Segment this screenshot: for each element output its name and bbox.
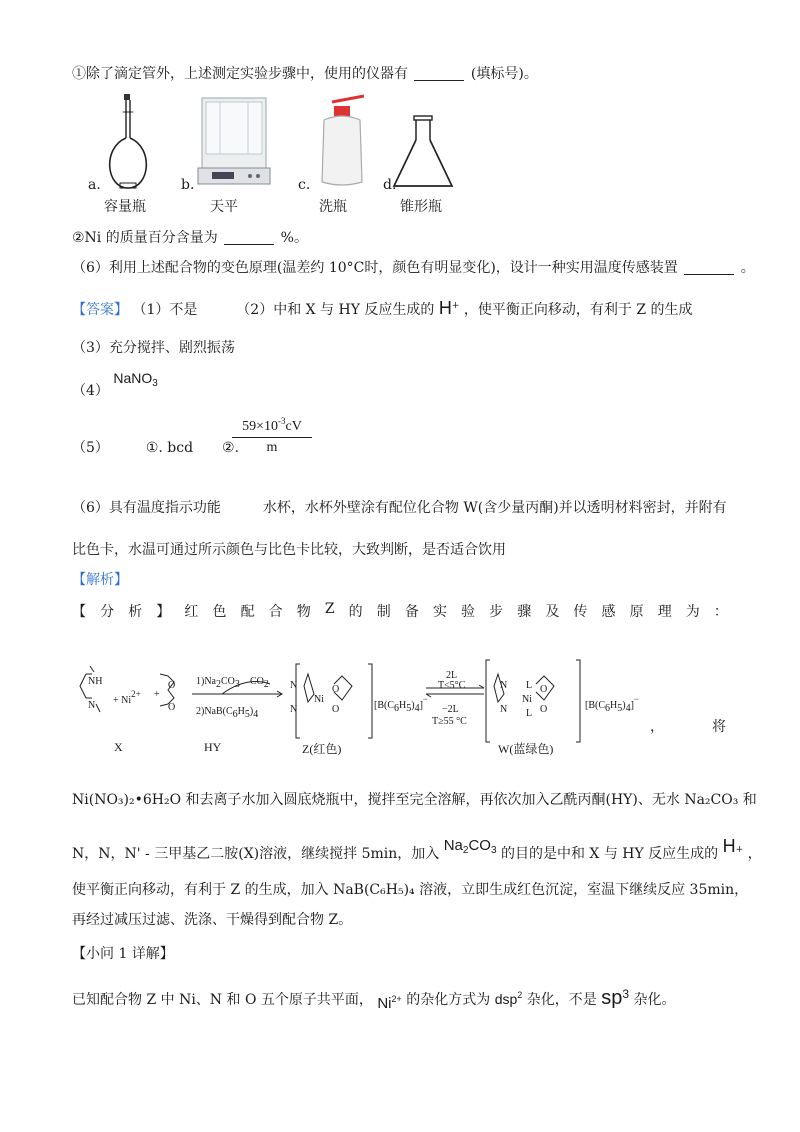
analysis-intro-char: Z bbox=[324, 601, 335, 617]
analysis-intro-char: 合 bbox=[268, 604, 283, 620]
analysis-intro-char: 原 bbox=[629, 604, 644, 620]
answer-5-fraction bbox=[232, 416, 312, 456]
question-2-line bbox=[72, 228, 308, 248]
analysis-paragraph-3: 使平衡正向移动，有利于 Z 的生成，加入 NaB(C₆H₅)₄ 溶液，立即生成红色沉淀，室温下继续反应 35min， bbox=[72, 882, 749, 898]
h-plus-symbol: H bbox=[438, 298, 452, 318]
scheme-label-z: Z(红色) bbox=[302, 742, 342, 756]
scheme-n: N bbox=[88, 700, 96, 711]
analysis-intro-char: ： bbox=[713, 604, 728, 620]
analysis-intro-char: 红 bbox=[184, 604, 199, 620]
scheme-co2: CO2 bbox=[250, 676, 269, 690]
analysis-intro-char: 的 bbox=[348, 604, 363, 620]
analysis-paragraph-2: N，N，N' - 三甲基乙二胺(X)溶液，继续搅拌 5min，加入 $Na_2CO_3$ 的目的是中和 X 与 HY 反应生成的 H+ ， bbox=[72, 836, 762, 862]
scheme-eq-bot: −2L bbox=[442, 704, 459, 715]
sub-question-heading: 【小问 1 详解】 bbox=[72, 946, 174, 962]
answer-line-1: 【答案】 （1）不是 （2）中和 X 与 HY 反应生成的 H+ ，使平衡正向移动，有利于 Z 的生成 bbox=[72, 298, 693, 318]
answer-1: （1）不是 bbox=[132, 302, 198, 318]
question-1-line bbox=[72, 64, 538, 84]
question-6-suffix: 。 bbox=[740, 260, 755, 276]
answer-3: （3）充分搅拌、剧烈振荡 bbox=[72, 340, 235, 356]
scheme-z-n1: N bbox=[290, 680, 298, 691]
scheme-counter-ion-z: [B(C6H5)4]− bbox=[374, 694, 428, 714]
analysis-intro bbox=[72, 601, 728, 621]
scheme-eq-top: 2L bbox=[446, 670, 458, 681]
answer-4-label: （4） bbox=[72, 383, 109, 399]
scheme-eq-top-cond: T≤5°C bbox=[438, 680, 466, 691]
instrument-name-c: 洗瓶 bbox=[319, 199, 347, 215]
answer-4 bbox=[72, 370, 158, 400]
question-2-suffix: %。 bbox=[280, 230, 308, 246]
analysis-paragraph-1: Ni(NO₃)₂•6H₂O 和去离子水加入圆底烧瓶中，搅拌至完全溶解，再依次加入乙酰丙酮(HY)、无水 Na₂CO₃ 和 bbox=[72, 792, 757, 808]
scheme-trailing-jiang: 将 bbox=[712, 719, 726, 735]
scheme-z-ni: Ni bbox=[314, 694, 324, 705]
scheme-nh: NH bbox=[88, 676, 103, 687]
analysis-intro-char: 配 bbox=[240, 604, 255, 620]
dsp2-term: dsp$^2$ bbox=[494, 990, 523, 1007]
volumetric-flask-image bbox=[110, 94, 147, 188]
question-6-line bbox=[72, 258, 755, 278]
analysis-intro-char: 为 bbox=[685, 604, 700, 620]
conical-flask-image bbox=[394, 116, 452, 186]
answer-4-formula: NaNO$_3$ bbox=[113, 370, 158, 389]
scheme-w-l1: L bbox=[526, 680, 533, 691]
instrument-figures bbox=[72, 90, 472, 190]
scheme-w-ni: Ni bbox=[522, 694, 532, 705]
h-plus-symbol: H bbox=[722, 836, 736, 856]
scheme-w-n2: N bbox=[500, 704, 508, 715]
instrument-letter-b: b. bbox=[181, 177, 195, 193]
question-1-prefix: ①除了滴定管外，上述测定实验步骤中，使用的仪器有 bbox=[72, 66, 408, 82]
scheme-hy-o2: O bbox=[168, 702, 176, 713]
analysis-intro-char: 色 bbox=[212, 604, 227, 620]
analysis-intro-char: 传 bbox=[573, 604, 588, 620]
scheme-w-l2: L bbox=[526, 708, 533, 719]
scheme-ni-ion: + Ni2+ bbox=[113, 689, 141, 706]
instrument-name-b: 天平 bbox=[210, 199, 238, 215]
answer-5-part1: ①. bcd bbox=[145, 440, 194, 456]
answer-6-line-2: 比色卡，水温可通过所示颜色与比色卡比较，大致判断，是否适合饮用 bbox=[72, 542, 506, 558]
instrument-letter-c: c. bbox=[298, 177, 311, 193]
fraction-numerator: $59\times 10^{-3}cV$ bbox=[232, 416, 312, 438]
scheme-label-hy: HY bbox=[204, 740, 222, 754]
instrument-letter-a: a. bbox=[88, 177, 101, 193]
analysis-paragraph-5: 已知配合物 Z 中 Ni、N 和 O 五个原子共平面， $Ni^{2+}$ 的杂化方式为 dsp$^2$ 杂化，不是 $sp^3$ 杂化。 bbox=[72, 987, 676, 1012]
analysis-intro-char: 分 bbox=[100, 604, 115, 620]
answer-6-line-1: （6）具有温度指示功能 水杯，水杯外壁涂有配位化合物 W(含少量丙酮)并以透明材料密封，并附有 bbox=[72, 500, 727, 516]
scheme-w-o1: O bbox=[540, 684, 548, 695]
scheme-w-o2: O bbox=[540, 704, 548, 715]
scheme-step-2: 2)NaB(C6H5)4 bbox=[196, 706, 259, 720]
analysis-intro-char: 骤 bbox=[517, 604, 532, 620]
instrument-letter-d: d. bbox=[383, 177, 397, 193]
scheme-w-n1: N bbox=[500, 680, 508, 691]
wash-bottle-image bbox=[322, 96, 364, 185]
question-2-prefix: ②Ni 的质量百分含量为 bbox=[72, 230, 218, 246]
answer-blank bbox=[414, 66, 464, 81]
analysis-paragraph-4: 再经过减压过滤、洗涤、干燥得到配合物 Z。 bbox=[72, 912, 353, 928]
answer-2-suffix: ，使平衡正向移动，有利于 Z 的生成 bbox=[463, 302, 693, 318]
question-6-prefix: （6）利用上述配合物的变色原理(温差约 10°C时，颜色有明显变化)，设计一种实用温度传感装置 bbox=[72, 260, 678, 276]
scheme-label-x: X bbox=[114, 740, 123, 754]
analysis-tag: 【解析】 bbox=[72, 572, 128, 588]
analysis-intro-char: 制 bbox=[376, 604, 391, 620]
analysis-intro-char: 感 bbox=[601, 604, 616, 620]
analysis-intro-char: 】 bbox=[156, 604, 171, 620]
answer-blank bbox=[684, 260, 734, 275]
instrument-name-a: 容量瓶 bbox=[104, 199, 146, 215]
scheme-z-o1: O bbox=[332, 684, 340, 695]
ni-ion: $Ni^{2+}$ bbox=[377, 994, 402, 1012]
scheme-label-w: W(蓝绿色) bbox=[498, 742, 554, 756]
scheme-z-n2: N bbox=[290, 704, 298, 715]
answer-blank bbox=[224, 230, 274, 245]
answer-5-label: （5） bbox=[72, 440, 109, 456]
scheme-hy-o1: O bbox=[168, 680, 176, 691]
analysis-intro-char: 备 bbox=[404, 604, 419, 620]
scheme-plus: + bbox=[154, 689, 160, 700]
analysis-intro-char: 及 bbox=[545, 604, 560, 620]
na2co3-formula: $Na_2CO_3$ bbox=[443, 837, 497, 856]
answer-5 bbox=[72, 438, 239, 458]
answer-tag: 【答案】 bbox=[72, 302, 128, 318]
fraction-denominator: m bbox=[266, 440, 278, 455]
analysis-intro-char: 步 bbox=[489, 604, 504, 620]
sp3-term: $sp^3$ bbox=[601, 987, 629, 1009]
scheme-trailing-comma: ， bbox=[650, 719, 664, 735]
analysis-intro-char: 理 bbox=[657, 604, 672, 620]
scheme-step-1: 1)Na2CO3 bbox=[196, 676, 240, 690]
answer-5-part2: ②. bbox=[221, 440, 239, 456]
analysis-intro-char: 【 bbox=[72, 604, 86, 620]
analysis-intro-char: 物 bbox=[296, 604, 311, 620]
analysis-intro-char: 验 bbox=[461, 604, 476, 620]
balance-image bbox=[198, 98, 270, 184]
answer-2-prefix: （2）中和 X 与 HY 反应生成的 bbox=[236, 302, 435, 318]
scheme-counter-ion-w: [B(C6H5)4]− bbox=[585, 694, 639, 714]
analysis-intro-char: 实 bbox=[432, 604, 447, 620]
instrument-name-d: 锥形瓶 bbox=[400, 199, 442, 215]
scheme-eq-bot-cond: T≥55 °C bbox=[432, 716, 467, 727]
scheme-z-o2: O bbox=[332, 704, 340, 715]
question-1-suffix: (填标号)。 bbox=[470, 66, 538, 82]
analysis-intro-char: 析 bbox=[128, 604, 143, 620]
